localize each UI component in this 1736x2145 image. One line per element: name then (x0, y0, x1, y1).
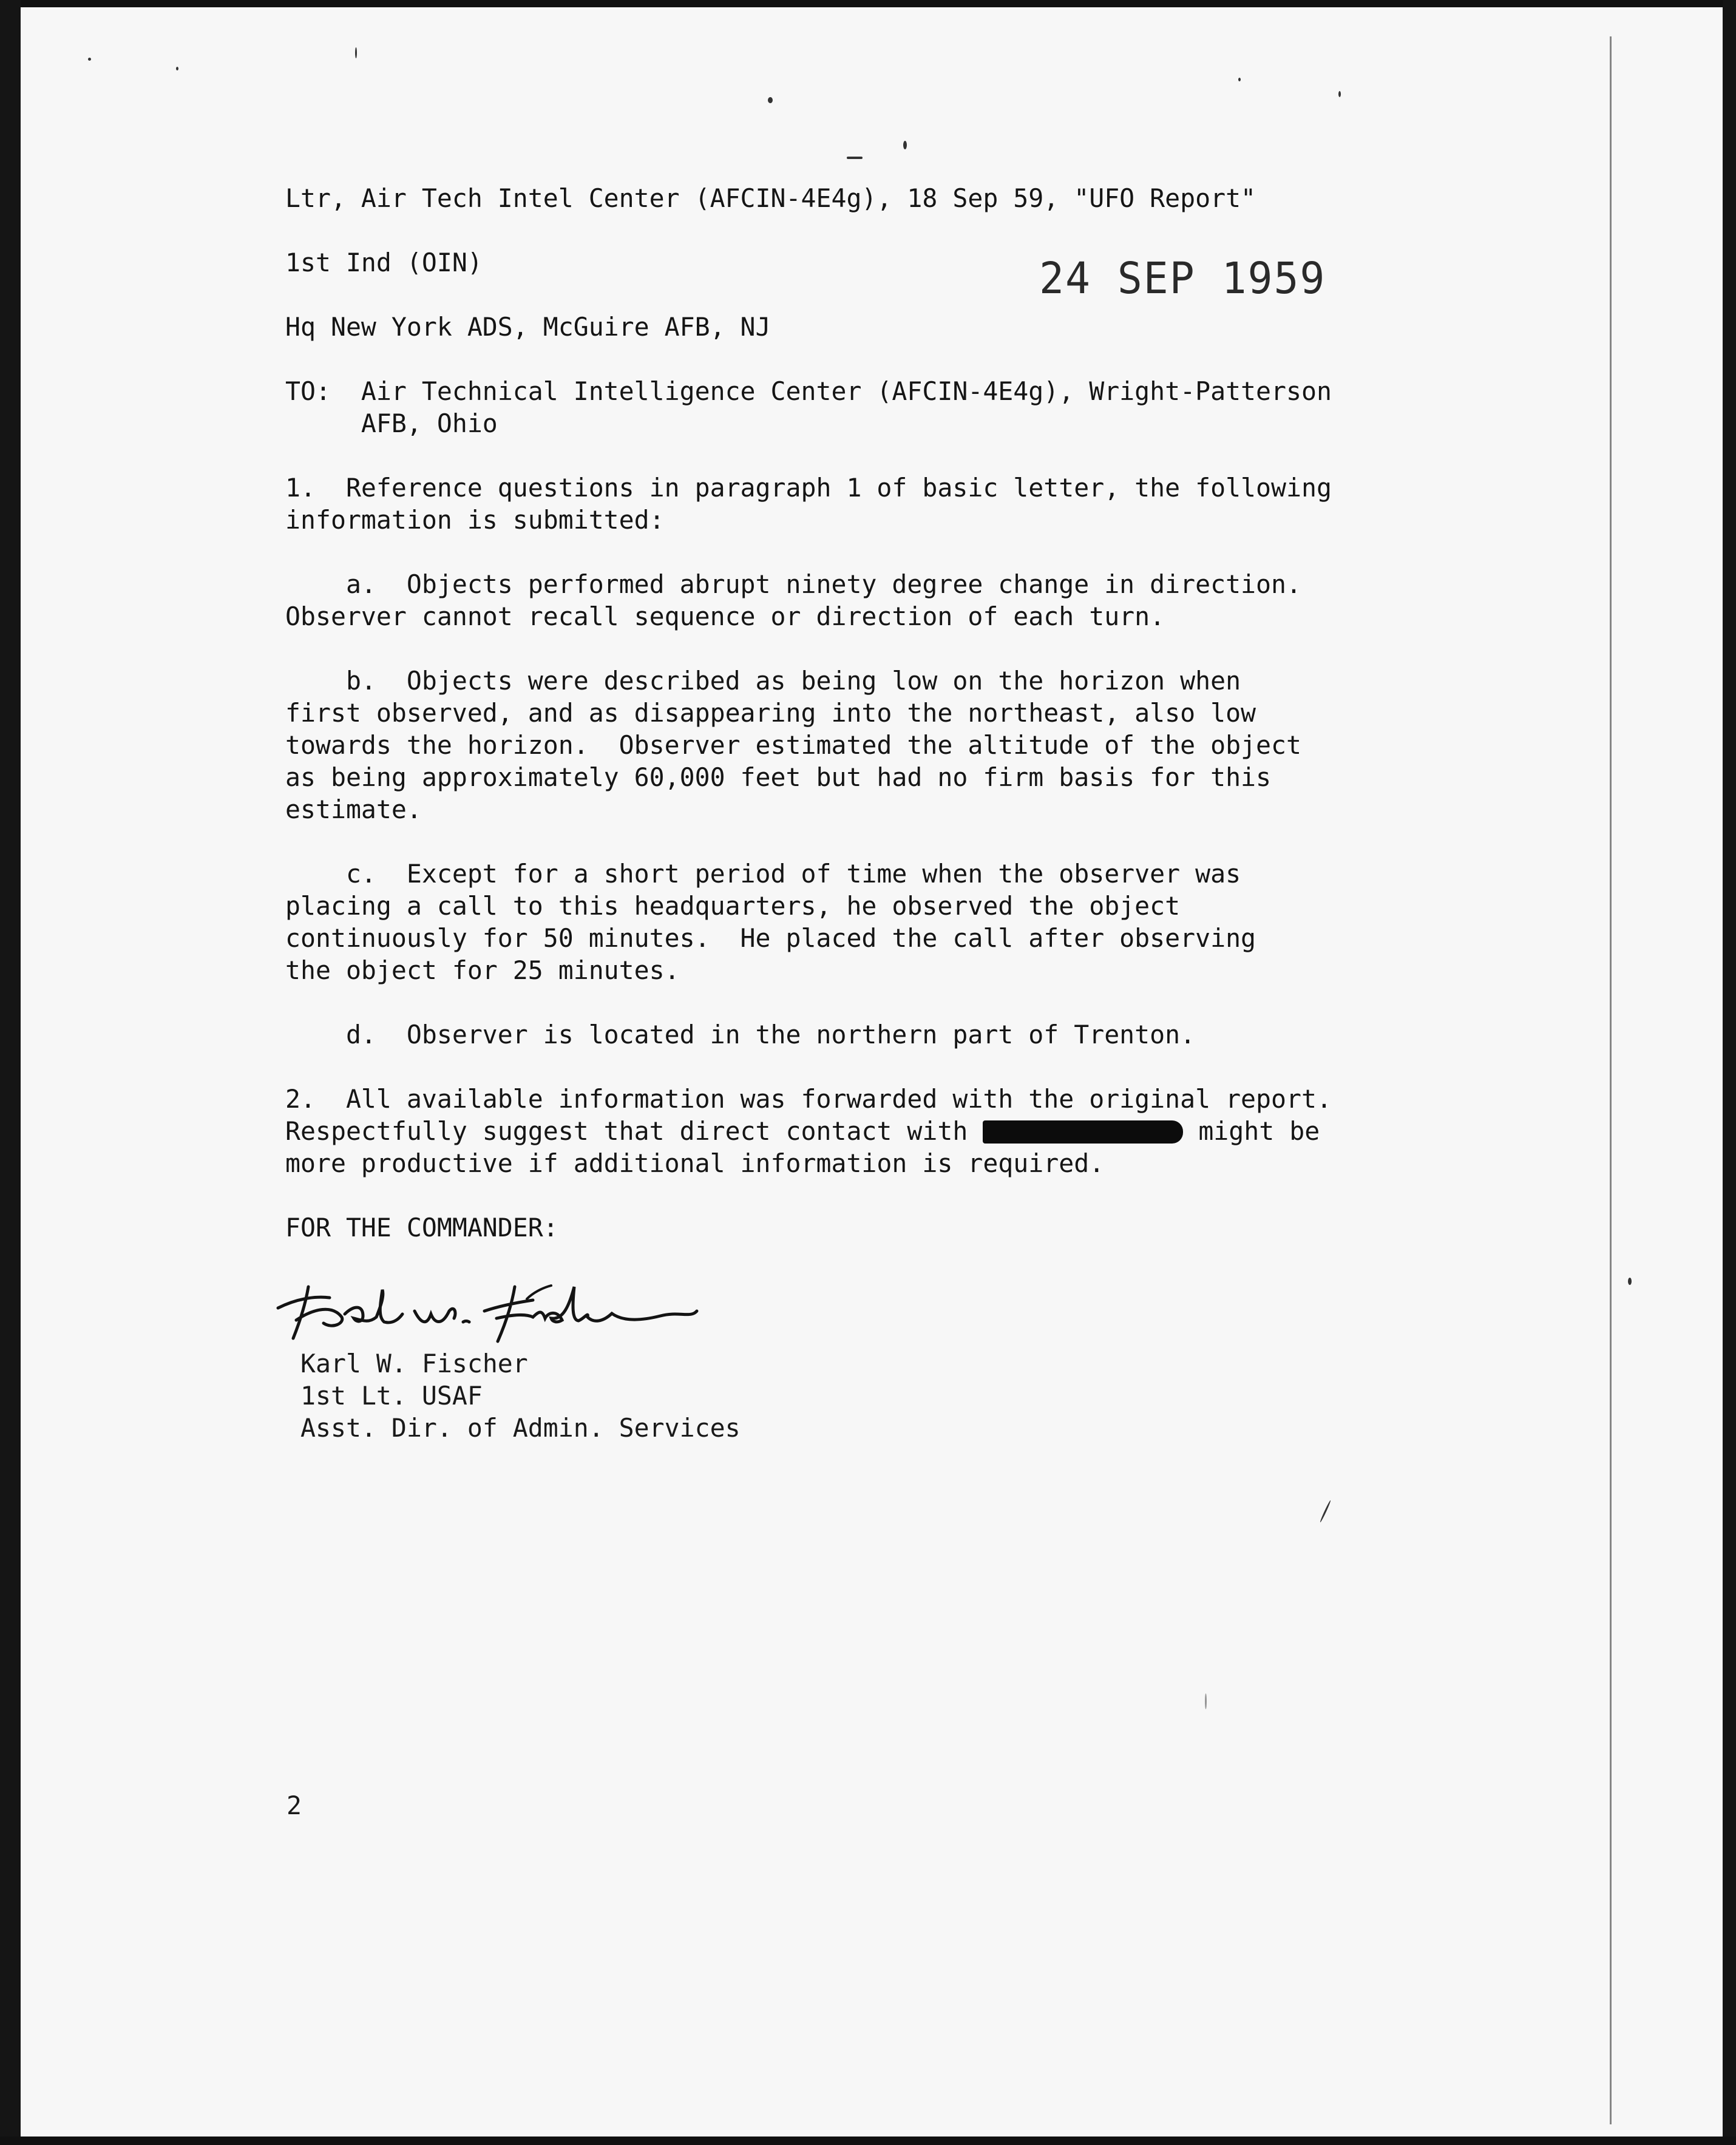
paragraph-2-line (285, 1115, 1499, 1147)
paragraph-1-line: 1. Reference questions in paragraph 1 of basic letter, the following (285, 473, 1332, 503)
subparagraph-c-line: continuously for 50 minutes. He placed the call after observing (285, 923, 1256, 953)
letter-body (285, 182, 1499, 1244)
redaction-mark (983, 1120, 1183, 1144)
scan-border-left (0, 0, 21, 2145)
indorsement-line: 1st Ind (OIN) (285, 248, 483, 277)
subparagraph-b-line: b. Objects were described as being low on the horizon when (285, 666, 1241, 696)
subparagraph-c-line: c. Except for a short period of time when the observer was (285, 859, 1241, 889)
subparagraph-c-line: placing a call to this headquarters, he observed the object (285, 891, 1181, 921)
scan-speck (1320, 1500, 1332, 1523)
scan-speck (88, 58, 91, 61)
scan-speck (1205, 1693, 1207, 1709)
subparagraph-b-line: towards the horizon. Observer estimated the altitude of the object (285, 730, 1302, 760)
page-edge-line (1610, 36, 1612, 2124)
scan-speck (355, 47, 357, 58)
to-line-2: AFB, Ohio (285, 408, 498, 438)
date-received-stamp: 24 SEP 1959 (1039, 254, 1326, 304)
signer-name: Karl W. Fischer (300, 1349, 528, 1378)
subparagraph-d-line: d. Observer is located in the northern part of Trenton. (285, 1020, 1196, 1049)
scan-speck (903, 141, 907, 149)
subparagraph-a-line: Observer cannot recall sequence or direction of each turn. (285, 601, 1165, 631)
scan-speck (176, 67, 178, 70)
paragraph-2-text: might be (1183, 1116, 1320, 1146)
from-line: Hq New York ADS, McGuire AFB, NJ (285, 312, 771, 342)
reference-line: Ltr, Air Tech Intel Center (AFCIN-4E4g), 18 Sep 59, "UFO Report" (285, 183, 1256, 213)
paragraph-2-text: Respectfully suggest that direct contact with (285, 1116, 983, 1146)
scan-border-right (1723, 0, 1736, 2145)
scan-speck (847, 157, 863, 159)
subparagraph-a-line: a. Objects performed abrupt ninety degree change in direction. (285, 569, 1302, 599)
scan-border-bottom (0, 2137, 1736, 2145)
subparagraph-b-line: estimate. (285, 795, 422, 824)
subparagraph-c-line: the object for 25 minutes. (285, 955, 680, 985)
scan-speck (1628, 1278, 1632, 1285)
page-number: 2 (287, 1791, 302, 1820)
to-line-1: TO: Air Technical Intelligence Center (AFCIN-4E4g), Wright-Patterson (285, 376, 1332, 406)
paragraph-2-line: more productive if additional information is required. (285, 1148, 1105, 1178)
subparagraph-b-line: first observed, and as disappearing into the northeast, also low (285, 698, 1256, 728)
scan-speck (1238, 78, 1241, 81)
paragraph-2-line: 2. All available information was forwarded with the original report. (285, 1084, 1332, 1114)
signature-block (300, 1347, 741, 1444)
signer-title: Asst. Dir. of Admin. Services (300, 1413, 741, 1443)
signer-rank: 1st Lt. USAF (300, 1381, 483, 1411)
paragraph-1-line: information is submitted: (285, 505, 665, 535)
scan-speck (1338, 91, 1341, 97)
scan-border-top (0, 0, 1736, 7)
subparagraph-b-line: as being approximately 60,000 feet but had no firm basis for this (285, 762, 1272, 792)
handwritten-signature (272, 1262, 794, 1354)
scan-speck (768, 97, 773, 103)
for-the-commander: FOR THE COMMANDER: (285, 1213, 558, 1242)
